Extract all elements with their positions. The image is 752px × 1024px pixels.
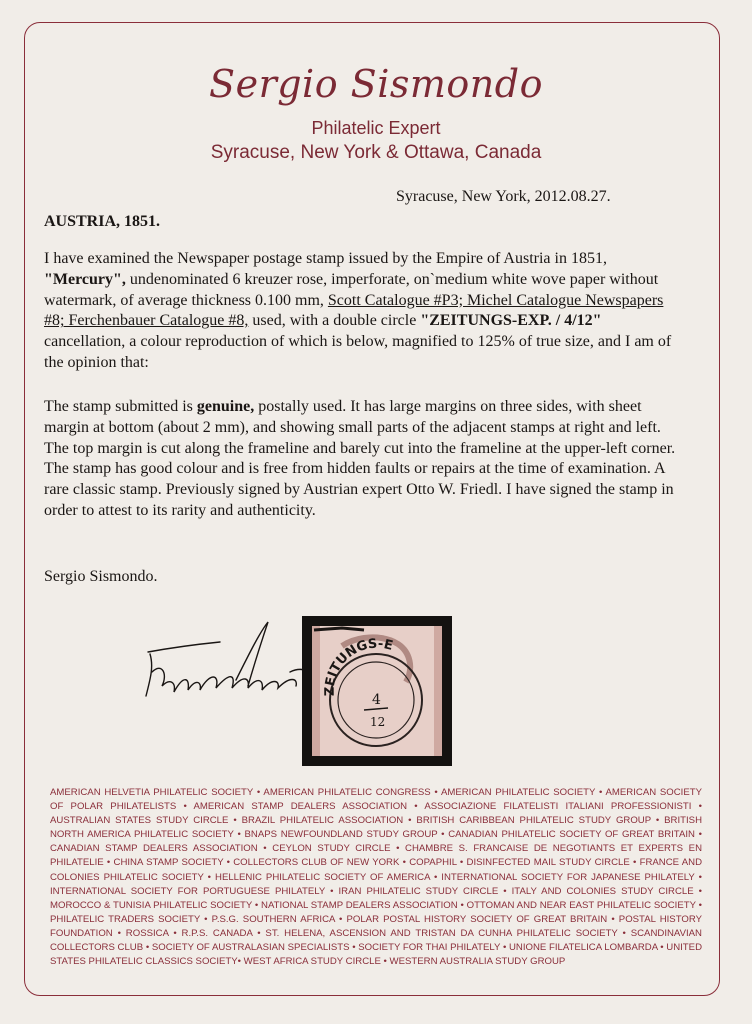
- handwritten-signature: [140, 612, 320, 707]
- cancellation-text: "ZEITUNGS-EXP. / 4/12": [420, 312, 602, 330]
- p2-text: postally used. It has large margins on three sides, with sheet margin at bottom (about 2 mm), and showing small parts of the adjacent stamps at right and left. The top margin is cut along the frameline and barely cut into the frameline at the upper-left corner. The stamp has good colour and is free from hidden faults or repairs at the time of examination. A rare classic stamp. Previously signed by Austrian expert Otto W. Friedl. I have signed the stamp in order to attest to its rarity and authenticity.: [44, 398, 676, 519]
- cancel-date-top: 4: [372, 692, 381, 708]
- expert-locations: Syracuse, New York & Ottawa, Canada: [210, 142, 542, 163]
- p1-text: used, with a double circle: [252, 312, 417, 330]
- cancel-arc-text: ZEITUNGS-E: [322, 636, 395, 697]
- catalogue-references: Scott Catalogue #P3; Michel Catalogue Newspapers #8; Ferchenbauer Catalogue #8,: [44, 291, 664, 330]
- cancel-date-bottom: 12: [370, 715, 386, 729]
- p1-text: cancellation, a colour reproduction of which is below, magnified to 125% of true size, and I am of the opinion that:: [44, 333, 672, 371]
- expert-name: Sergio Sismondo: [209, 62, 543, 106]
- stamp-heading: AUSTRIA, 1851.: [44, 213, 161, 230]
- opinion-paragraph: [44, 397, 684, 522]
- p1-text: undenominated 6 kreuzer rose, imperforate, on`medium white wove paper without watermark, of average thickness 0.100 mm,: [44, 270, 659, 309]
- verdict: genuine,: [196, 398, 255, 415]
- signer-name: Sergio Sismondo.: [44, 568, 158, 585]
- affiliations-list: AMERICAN HELVETIA PHILATELIC SOCIETY • AMERICAN PHILATELIC CONGRESS • AMERICAN PHILATELIC SOCIETY • AMERICAN SOCIETY OF POLAR PHILATELISTS • AMERICAN STAMP DEALERS ASSOCIATION • ASSOCIAZIONE FILATELISTI ITALIANI PROFESSIONISTI • AUSTRALIAN STATES STUDY CIRCLE • BRAZIL PHILATELIC ASSOCIATION • BRITISH CARIBBEAN PHILATELIC STUDY GROUP • BRITISH NORTH AMERICA PHILATELIC SOCIETY • BNAPS NEWFOUNDLAND STUDY GROUP • CANADIAN PHILATELIC SOCIETY OF GREAT BRITAIN • CANADIAN STAMP DEALERS ASSOCIATION • CEYLON STUDY CIRCLE • CHAMBRE S. FRANCAISE DE NEGOTIANTS ET EXPERTS EN PHILATELIE • CHINA STAMP SOCIETY • COLLECTORS CLUB OF NEW YORK • COPAPHIL • DISINFECTED MAIL STUDY CIRCLE • FRANCE AND COLONIES PHILATELIC SOCIETY • HELLENIC PHILATELIC SOCIETY OF AMERICA • INTERNATIONAL SOCIETY FOR JAPANESE PHILATELY • INTERNATIONAL SOCIETY FOR PORTUGUESE PHILATELY • IRAN PHILATELIC STUDY CIRCLE • ITALY AND COLONIES STUDY CIRCLE • MOROCCO & TUNISIA PHILATELIC SOCIETY • NATIONAL STAMP DEALERS ASSOCIATION • OTTOMAN AND NEAR EAST PHILATELIC SOCIETY • PHILATELIC TRADERS SOCIETY • P.S.G. SOUTHERN AFRICA • POLAR POSTAL HISTORY SOCIETY OF GREAT BRITAIN • POSTAL HISTORY FOUNDATION • ROSSICA • R.P.S. CANADA • ST. HELENA, ASCENSION AND TRISTAN DA CUNHA PHILATELIC SOCIETY • SCANDINAVIAN COLLECTORS CLUB • SOCIETY OF AUSTRALASIAN SPECIALISTS • SOCIETY FOR THAI PHILATELY • UNIONE FILATELICA LOMBARDA • UNITED STATES PHILATELIC CLASSICS SOCIETY• WEST AFRICA STUDY CIRCLE • WESTERN AUSTRALIA STUDY GROUP: [50, 787, 702, 968]
- stamp-reproduction: [302, 616, 452, 766]
- p2-text: The stamp submitted is: [44, 398, 193, 415]
- p1-text: I have examined the Newspaper postage stamp issued by the Empire of Austria in 1851,: [44, 250, 607, 267]
- dateline: Syracuse, New York, 2012.08.27.: [396, 188, 611, 205]
- examination-paragraph: [44, 249, 684, 374]
- expert-title: Philatelic Expert: [311, 118, 441, 138]
- stamp-design-name: "Mercury",: [44, 270, 126, 288]
